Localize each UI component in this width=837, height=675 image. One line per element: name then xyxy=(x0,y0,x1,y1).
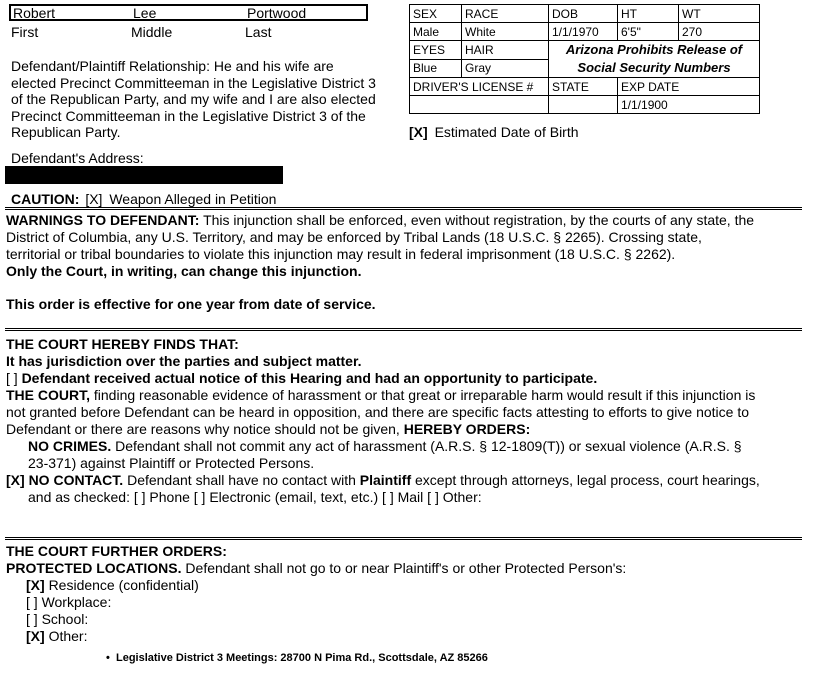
exp-date-value: 1/1/1900 xyxy=(618,96,760,114)
license-header: DRIVER'S LICENSE # xyxy=(410,78,549,96)
section-divider xyxy=(5,207,802,210)
redacted-address xyxy=(5,166,283,184)
race-header: RACE xyxy=(462,5,549,23)
license-value xyxy=(410,96,549,114)
state-value xyxy=(549,96,618,114)
weight-header: WT xyxy=(679,5,760,23)
findings-heading: THE COURT HEREBY FINDS THAT: xyxy=(6,336,239,352)
other-location-detail: • Legislative District 3 Meetings: 28700 N Pima Rd., Scottsdale, AZ 85266 xyxy=(106,652,488,664)
estimated-dob: [X] Estimated Date of Birth xyxy=(409,124,579,140)
further-orders-section: THE COURT FURTHER ORDERS: PROTECTED LOCATIONS. Defendant shall not go to or near Plaintiff's or other Protected Person's: [X] Residence (confidential) [ ] Workplace: [ ] School: [X] Other: • Legislative District 3 Meetings: 28700 N Pima Rd., Scottsdale, AZ 85266 xyxy=(6,543,798,667)
section-divider xyxy=(5,537,802,540)
first-name: Robert xyxy=(13,5,56,21)
section-divider xyxy=(5,328,802,331)
location-item: [X] Other: xyxy=(26,628,88,644)
race-value: White xyxy=(462,23,549,41)
sex-value: Male xyxy=(410,23,462,41)
location-item: [ ] School: xyxy=(26,611,89,627)
location-item: [X] Residence (confidential) xyxy=(26,577,199,593)
address-label: Defendant's Address: xyxy=(11,150,144,166)
hair-value: Gray xyxy=(462,59,549,78)
exp-date-header: EXP DATE xyxy=(618,78,760,96)
defendant-name-box xyxy=(9,4,368,21)
eyes-header: EYES xyxy=(410,41,462,60)
further-heading: THE COURT FURTHER ORDERS: xyxy=(6,543,227,559)
dob-header: DOB xyxy=(549,5,618,23)
findings-section: THE COURT HEREBY FINDS THAT: It has jurisdiction over the parties and subject matter. [ ] Defendant received actual notice of this Hearing and had an opportunity to participate. THE COURT, finding reasonable evidence of harassment or that great or irreparable harm would result if this injunction is not granted before Defendant can be heard in opposition, and there are specific facts attesting to efforts to give notice to Defendant or there are reasons why notice should not be given, HEREBY ORDERS: NO CRIMES. Defendant shall not commit any act of harassment (A.R.S. § 12-1809(T)) or sexual violence (A.R.S. § 23-371) against Plaintiff or Protected Persons. [X] NO CONTACT. Defendant shall have no contact with Plaintiff except through attorneys, legal process, court hearings, and as checked: [ ] Phone [ ] Electronic (email, text, etc.) [ ] Mail [ ] Other: xyxy=(6,336,798,506)
middle-name: Lee xyxy=(133,5,157,21)
height-value: 6'5" xyxy=(618,23,679,41)
eyes-value: Blue xyxy=(410,59,462,78)
last-label: Last xyxy=(245,24,272,40)
location-item: [ ] Workplace: xyxy=(26,594,112,610)
dob-value: 1/1/1970 xyxy=(549,23,618,41)
hair-header: HAIR xyxy=(462,41,549,60)
relationship-text: Defendant/Plaintiff Relationship: He and his wife are elected Precinct Committeeman in the Legislative District 3 of the Republican Party, and my wife and I are also elected Precinct Committeeman in the Legislative District 3 of the Republican Party. xyxy=(11,58,376,140)
height-header: HT xyxy=(618,5,679,23)
ssn-notice: Arizona Prohibits Release of Social Security Numbers xyxy=(549,41,760,78)
caution-line: CAUTION: [X] Weapon Alleged in Petition xyxy=(11,191,277,207)
identity-table xyxy=(409,4,760,114)
warnings-section: WARNINGS TO DEFENDANT: This injunction shall be enforced, even without registration, by the courts of any state, the District of Columbia, any U.S. Territory, and may be enforced by Tribal Lands (18 U.S.C. § 2265). Crossing state, territorial or tribal boundaries to violate this injunction may result in federal imprisonment (18 U.S.C. § 2262). Only the Court, in writing, can change this injunction. This order is effective for one year from date of service. xyxy=(6,212,755,312)
middle-label: Middle xyxy=(131,24,173,40)
last-name: Portwood xyxy=(247,5,307,21)
state-header: STATE xyxy=(549,78,618,96)
weight-value: 270 xyxy=(679,23,760,41)
sex-header: SEX xyxy=(410,5,462,23)
first-label: First xyxy=(11,24,39,40)
